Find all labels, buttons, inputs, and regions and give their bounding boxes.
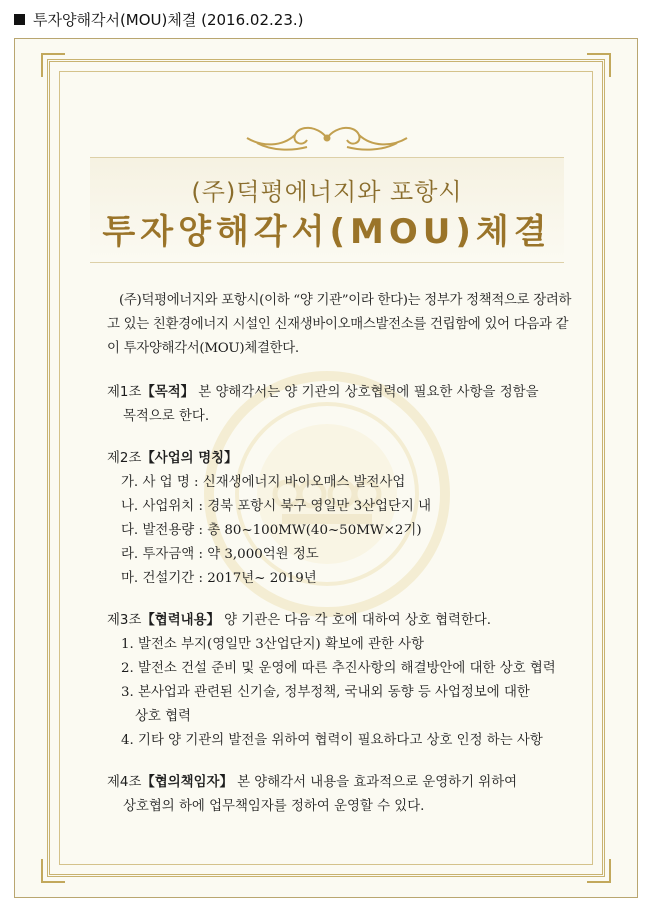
article-1 [107, 381, 579, 429]
article-1-text: 본 양해각서는 양 기관의 상호협력에 필요한 사항을 정함을 [194, 385, 539, 400]
article-4-label: 제4조 [107, 775, 142, 790]
article-3-item: 1. 발전소 부지(영일만 3산업단지) 확보에 관한 사항 [121, 637, 425, 652]
article-3-item-3-text: 3. 본사업과 관련된 신기술, 정부정책, 국내외 동향 등 사업정보에 대한 [121, 685, 530, 700]
article-4-text: 본 양해각서 내용을 효과적으로 운영하기 위하여 [232, 775, 518, 790]
article-3 [107, 609, 579, 753]
article-2-heading: 【사업의 명칭】 [141, 451, 238, 466]
article-3-heading: 【협력내용】 [141, 613, 220, 628]
certificate-title-band [90, 157, 564, 263]
article-2-item: 라. 투자금액 : 약 3,000억원 정도 [121, 547, 319, 562]
article-2-item: 나. 사업위치 : 경북 포항시 북구 영일만 3산업단지 내 [121, 499, 432, 514]
certificate-subtitle: (주)덕평에너지와 포항시 [191, 178, 463, 206]
mou-certificate [14, 38, 638, 898]
article-2-item: 다. 발전용량 : 총 80~100MW(40~50MW×2기) [121, 523, 422, 538]
header-title: 투자양해각서(MOU)체결 (2016.02.23.) [33, 10, 304, 29]
article-4-heading: 【협의책임자】 [141, 775, 233, 790]
article-1-text-continued: 목적으로 한다. [123, 409, 210, 424]
square-bullet-icon [14, 14, 25, 25]
article-4-text-continued: 상호협의 하에 업무책임자를 정하여 운영할 수 있다. [123, 799, 425, 814]
article-1-heading: 【목적】 [141, 385, 195, 400]
certificate-body [107, 289, 579, 837]
corner-ornament-icon [587, 859, 611, 883]
corner-ornament-icon [41, 53, 65, 77]
article-3-text: 양 기관은 다음 각 호에 대하여 상호 협력한다. [219, 613, 492, 628]
certificate-title: 투자양해각서(MOU)체결 [102, 212, 552, 252]
article-4 [107, 771, 579, 819]
article-2-item: 마. 건설기간 : 2017년~ 2019년 [121, 571, 317, 586]
corner-ornament-icon [41, 859, 65, 883]
article-3-item: 4. 기타 양 기관의 발전을 위하여 협력이 필요하다고 상호 인정 하는 사항 [121, 733, 543, 748]
article-1-label: 제1조 [107, 385, 142, 400]
corner-ornament-icon [587, 53, 611, 77]
article-2-label: 제2조 [107, 451, 142, 466]
intro-paragraph: (주)덕평에너지와 포항시(이하 “양 기관”이라 한다)는 정부가 정책적으로 장려하고 있는 친환경에너지 시설인 신재생바이오매스발전소를 건립함에 있어 다음과 같이 투자양해각서(MOU)체결한다. [107, 293, 572, 356]
article-3-item [107, 681, 579, 729]
article-3-item: 2. 발전소 건설 준비 및 운영에 따른 추진사항의 해결방안에 대한 상호 협력 [121, 661, 556, 676]
article-2 [107, 447, 579, 591]
gold-scroll-ornament-icon [237, 121, 417, 155]
section-header [14, 8, 303, 30]
article-2-item: 가. 사 업 명 : 신재생에너지 바이오매스 발전사업 [121, 475, 406, 490]
article-3-item-3-continued: 상호 협력 [135, 709, 191, 724]
article-3-label: 제3조 [107, 613, 142, 628]
